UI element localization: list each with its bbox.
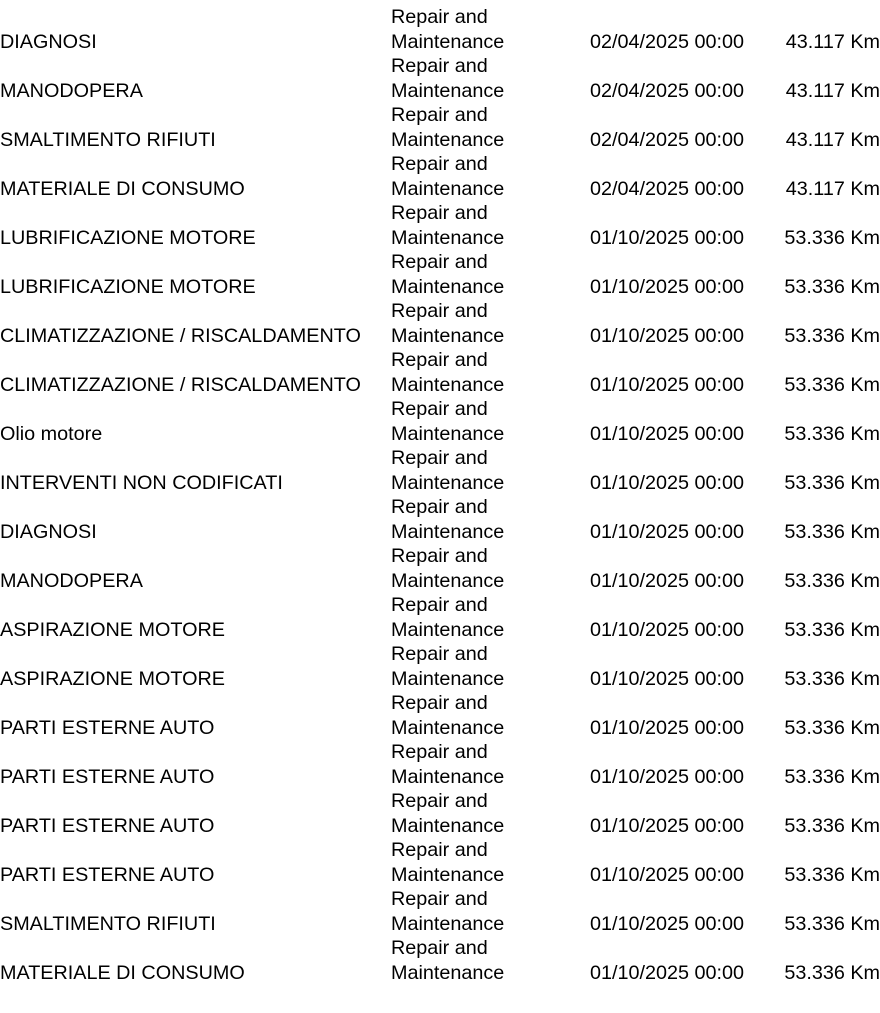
- table-row: [0, 250, 880, 299]
- odometer-cell: 53.336 Km: [784, 863, 880, 886]
- service-item-cell: Olio motore: [0, 422, 103, 445]
- date-cell: 01/10/2025 00:00: [589, 814, 744, 837]
- category-cell: Repair and Maintenance: [391, 741, 505, 788]
- date-cell: 01/10/2025 00:00: [589, 716, 744, 739]
- category-cell: Repair and Maintenance: [391, 104, 505, 151]
- category-cell: Repair and Maintenance: [391, 594, 505, 641]
- service-item-cell: DIAGNOSI: [0, 520, 97, 543]
- service-item-cell: PARTI ESTERNE AUTO: [0, 863, 215, 886]
- table-row: [0, 593, 880, 642]
- odometer-cell: 53.336 Km: [784, 471, 880, 494]
- table-row: [0, 152, 880, 201]
- table-row: [0, 887, 880, 936]
- service-item-cell: ASPIRAZIONE MOTORE: [0, 618, 225, 641]
- category-cell: Repair and Maintenance: [391, 349, 505, 396]
- category-cell: Repair and Maintenance: [391, 790, 505, 837]
- service-item-cell: MATERIALE DI CONSUMO: [0, 177, 245, 200]
- odometer-cell: 53.336 Km: [784, 716, 880, 739]
- category-cell: Repair and Maintenance: [391, 55, 505, 102]
- service-item-cell: LUBRIFICAZIONE MOTORE: [0, 275, 256, 298]
- odometer-cell: 53.336 Km: [784, 569, 880, 592]
- service-item-cell: MATERIALE DI CONSUMO: [0, 961, 245, 984]
- table-row: [0, 495, 880, 544]
- odometer-cell: 53.336 Km: [784, 912, 880, 935]
- odometer-cell: 53.336 Km: [784, 275, 880, 298]
- date-cell: 02/04/2025 00:00: [589, 79, 744, 102]
- date-cell: 01/10/2025 00:00: [589, 324, 744, 347]
- odometer-cell: 53.336 Km: [784, 618, 880, 641]
- category-cell: Repair and Maintenance: [391, 251, 505, 298]
- service-item-cell: PARTI ESTERNE AUTO: [0, 814, 215, 837]
- service-item-cell: MANODOPERA: [0, 569, 143, 592]
- category-cell: Repair and Maintenance: [391, 545, 505, 592]
- maintenance-history-table: [0, 5, 880, 985]
- service-item-cell: PARTI ESTERNE AUTO: [0, 716, 215, 739]
- date-cell: 01/10/2025 00:00: [589, 765, 744, 788]
- service-item-cell: LUBRIFICAZIONE MOTORE: [0, 226, 256, 249]
- date-cell: 02/04/2025 00:00: [589, 30, 744, 53]
- table-row: [0, 936, 880, 985]
- date-cell: 01/10/2025 00:00: [589, 373, 744, 396]
- service-item-cell: DIAGNOSI: [0, 30, 97, 53]
- odometer-cell: 53.336 Km: [784, 765, 880, 788]
- table-row: [0, 740, 880, 789]
- date-cell: 01/10/2025 00:00: [589, 275, 744, 298]
- odometer-cell: 53.336 Km: [784, 422, 880, 445]
- table-row: [0, 299, 880, 348]
- service-item-cell: CLIMATIZZAZIONE / RISCALDAMENTO: [0, 324, 361, 347]
- table-row: [0, 5, 880, 54]
- category-cell: Repair and Maintenance: [391, 839, 505, 886]
- date-cell: 01/10/2025 00:00: [589, 569, 744, 592]
- date-cell: 01/10/2025 00:00: [589, 912, 744, 935]
- odometer-cell: 53.336 Km: [784, 961, 880, 984]
- date-cell: 01/10/2025 00:00: [589, 667, 744, 690]
- date-cell: 02/04/2025 00:00: [589, 177, 744, 200]
- odometer-cell: 53.336 Km: [784, 667, 880, 690]
- date-cell: 01/10/2025 00:00: [589, 471, 744, 494]
- table-row: [0, 201, 880, 250]
- category-cell: Repair and Maintenance: [391, 643, 505, 690]
- category-cell: Repair and Maintenance: [391, 398, 505, 445]
- date-cell: 01/10/2025 00:00: [589, 863, 744, 886]
- category-cell: Repair and Maintenance: [391, 153, 505, 200]
- category-cell: Repair and Maintenance: [391, 692, 505, 739]
- table-row: [0, 691, 880, 740]
- odometer-cell: 53.336 Km: [784, 373, 880, 396]
- odometer-cell: 53.336 Km: [784, 520, 880, 543]
- service-item-cell: ASPIRAZIONE MOTORE: [0, 667, 225, 690]
- date-cell: 01/10/2025 00:00: [589, 226, 744, 249]
- date-cell: 01/10/2025 00:00: [589, 618, 744, 641]
- table-row: [0, 348, 880, 397]
- date-cell: 02/04/2025 00:00: [589, 128, 744, 151]
- table-row: [0, 838, 880, 887]
- service-item-cell: SMALTIMENTO RIFIUTI: [0, 912, 216, 935]
- category-cell: Repair and Maintenance: [391, 496, 505, 543]
- table-row: [0, 789, 880, 838]
- odometer-cell: 53.336 Km: [784, 324, 880, 347]
- service-item-cell: CLIMATIZZAZIONE / RISCALDAMENTO: [0, 373, 361, 396]
- category-cell: Repair and Maintenance: [391, 202, 505, 249]
- maintenance-table-body: [0, 5, 880, 985]
- table-row: [0, 103, 880, 152]
- service-item-cell: SMALTIMENTO RIFIUTI: [0, 128, 216, 151]
- date-cell: 01/10/2025 00:00: [589, 520, 744, 543]
- odometer-cell: 43.117 Km: [785, 177, 880, 200]
- category-cell: Repair and Maintenance: [391, 937, 505, 984]
- table-row: [0, 54, 880, 103]
- table-row: [0, 397, 880, 446]
- odometer-cell: 53.336 Km: [784, 226, 880, 249]
- category-cell: Repair and Maintenance: [391, 300, 505, 347]
- category-cell: Repair and Maintenance: [391, 447, 505, 494]
- service-item-cell: INTERVENTI NON CODIFICATI: [0, 471, 283, 494]
- date-cell: 01/10/2025 00:00: [589, 422, 744, 445]
- odometer-cell: 43.117 Km: [785, 30, 880, 53]
- date-cell: 01/10/2025 00:00: [589, 961, 744, 984]
- odometer-cell: 43.117 Km: [785, 79, 880, 102]
- odometer-cell: 43.117 Km: [785, 128, 880, 151]
- table-row: [0, 642, 880, 691]
- service-item-cell: PARTI ESTERNE AUTO: [0, 765, 215, 788]
- odometer-cell: 53.336 Km: [784, 814, 880, 837]
- service-item-cell: MANODOPERA: [0, 79, 143, 102]
- category-cell: Repair and Maintenance: [391, 6, 505, 53]
- category-cell: Repair and Maintenance: [391, 888, 505, 935]
- table-row: [0, 544, 880, 593]
- table-row: [0, 446, 880, 495]
